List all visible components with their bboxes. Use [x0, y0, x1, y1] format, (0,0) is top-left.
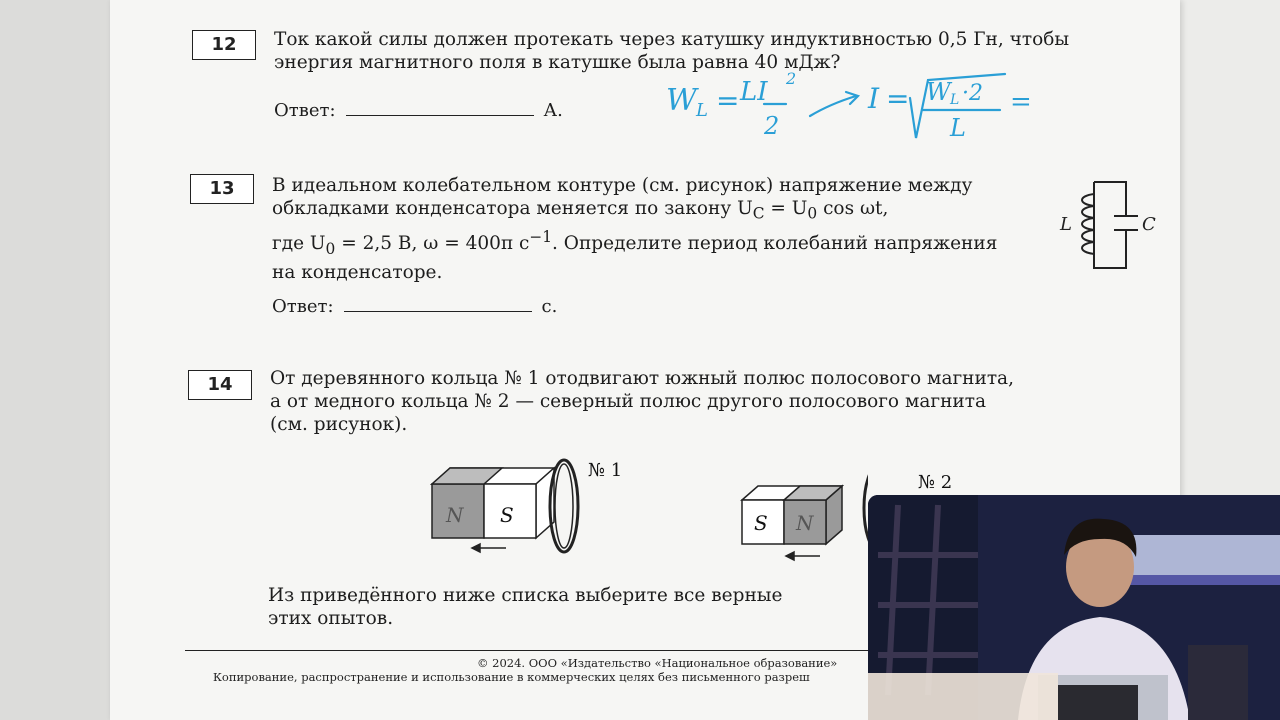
question-14-line-1: От деревянного кольца № 1 отодвигают южный полюс полосового магнита,: [270, 368, 1014, 389]
question-14-continuation: [268, 584, 868, 630]
question-14-line-4: Из приведённого ниже списка выберите все верные: [268, 585, 783, 606]
circuit-wire: [1094, 182, 1126, 268]
sqrt-num-sub: L: [950, 92, 960, 108]
magnet-figure-1: [428, 456, 648, 566]
question-14-number: 14: [188, 370, 252, 400]
lc-circuit-diagram: [1054, 176, 1164, 274]
formula1-lhs: W: [666, 83, 697, 118]
question-13-line-2: обкладками конденсатора меняется по закону $U_C = U_0$ cos ωt,: [272, 198, 889, 223]
sqrt-num-rest: ·2: [962, 81, 983, 106]
answer-line[interactable]: [344, 297, 532, 312]
magnet-figure-2: [738, 466, 868, 566]
arrow-icon: [810, 96, 856, 116]
question-14-text: [270, 367, 1156, 436]
magnet-1-left-label: N: [446, 503, 464, 527]
trailing-eq: =: [1010, 87, 1032, 117]
webcam-overlay: [868, 495, 1280, 720]
ring-2-label: № 2: [918, 472, 953, 493]
formula1-sub: L: [696, 100, 708, 121]
question-13-line-4: на конденсаторе.: [272, 261, 443, 283]
answer-label: Ответ:: [272, 296, 334, 317]
formula1-eq: =: [716, 84, 740, 117]
formula1-num: LI: [740, 77, 768, 107]
formula2-lhs: I: [868, 82, 880, 115]
answer-unit: А.: [543, 100, 563, 121]
question-14-line-2: а от медного кольца № 2 — северный полюс другого полосового магнита: [270, 391, 986, 412]
question-13-line-3: где $U_0 = 2,5$ В, ω = 400π $с^{-1}$. Определите период колебаний напряжения: [272, 227, 998, 258]
magnet-1-right-label: S: [500, 503, 514, 527]
question-12-line-1: Ток какой силы должен протекать через катушку индуктивностью 0,5 Гн, чтобы: [274, 29, 1070, 50]
footer-copyright: © 2024. ООО «Издательство «Национальное образование»: [477, 656, 838, 670]
answer-unit: с.: [541, 296, 558, 317]
question-12-answer: [274, 100, 563, 121]
ring-1-label: № 1: [588, 460, 623, 481]
question-13-text: [272, 174, 1014, 284]
footer-notice: Копирование, распространение и использование в коммерческих целях без письменного разреш: [213, 670, 810, 684]
circuit-C-label: C: [1142, 214, 1156, 235]
magnet-2-right-label: N: [796, 511, 814, 535]
sqrt-num: W: [926, 78, 951, 106]
formula1-sup: 2: [786, 69, 797, 88]
webcam-video: [868, 495, 1280, 720]
answer-label: Ответ:: [274, 100, 336, 121]
question-12-number: 12: [192, 30, 256, 60]
question-12-line-2: энергия магнитного поля в катушке была равна 40 мДж?: [274, 52, 841, 73]
circuit-L-label: L: [1060, 214, 1072, 235]
handwritten-formulas: [660, 66, 1040, 148]
answer-line[interactable]: [346, 101, 534, 116]
question-13-number: 13: [190, 174, 254, 204]
magnet-2-left-label: S: [754, 511, 768, 535]
question-14-line-3: (см. рисунок).: [270, 414, 408, 435]
sqrt-den: L: [950, 114, 966, 142]
question-13-line-1: В идеальном колебательном контуре (см. рисунок) напряжение между: [272, 175, 973, 196]
question-13-answer: [272, 296, 557, 317]
inductor-coil-icon: [1082, 194, 1094, 254]
question-14-line-5: этих опытов.: [268, 608, 394, 629]
formula2-eq: =: [886, 82, 910, 115]
formula1-den: 2: [764, 112, 780, 140]
